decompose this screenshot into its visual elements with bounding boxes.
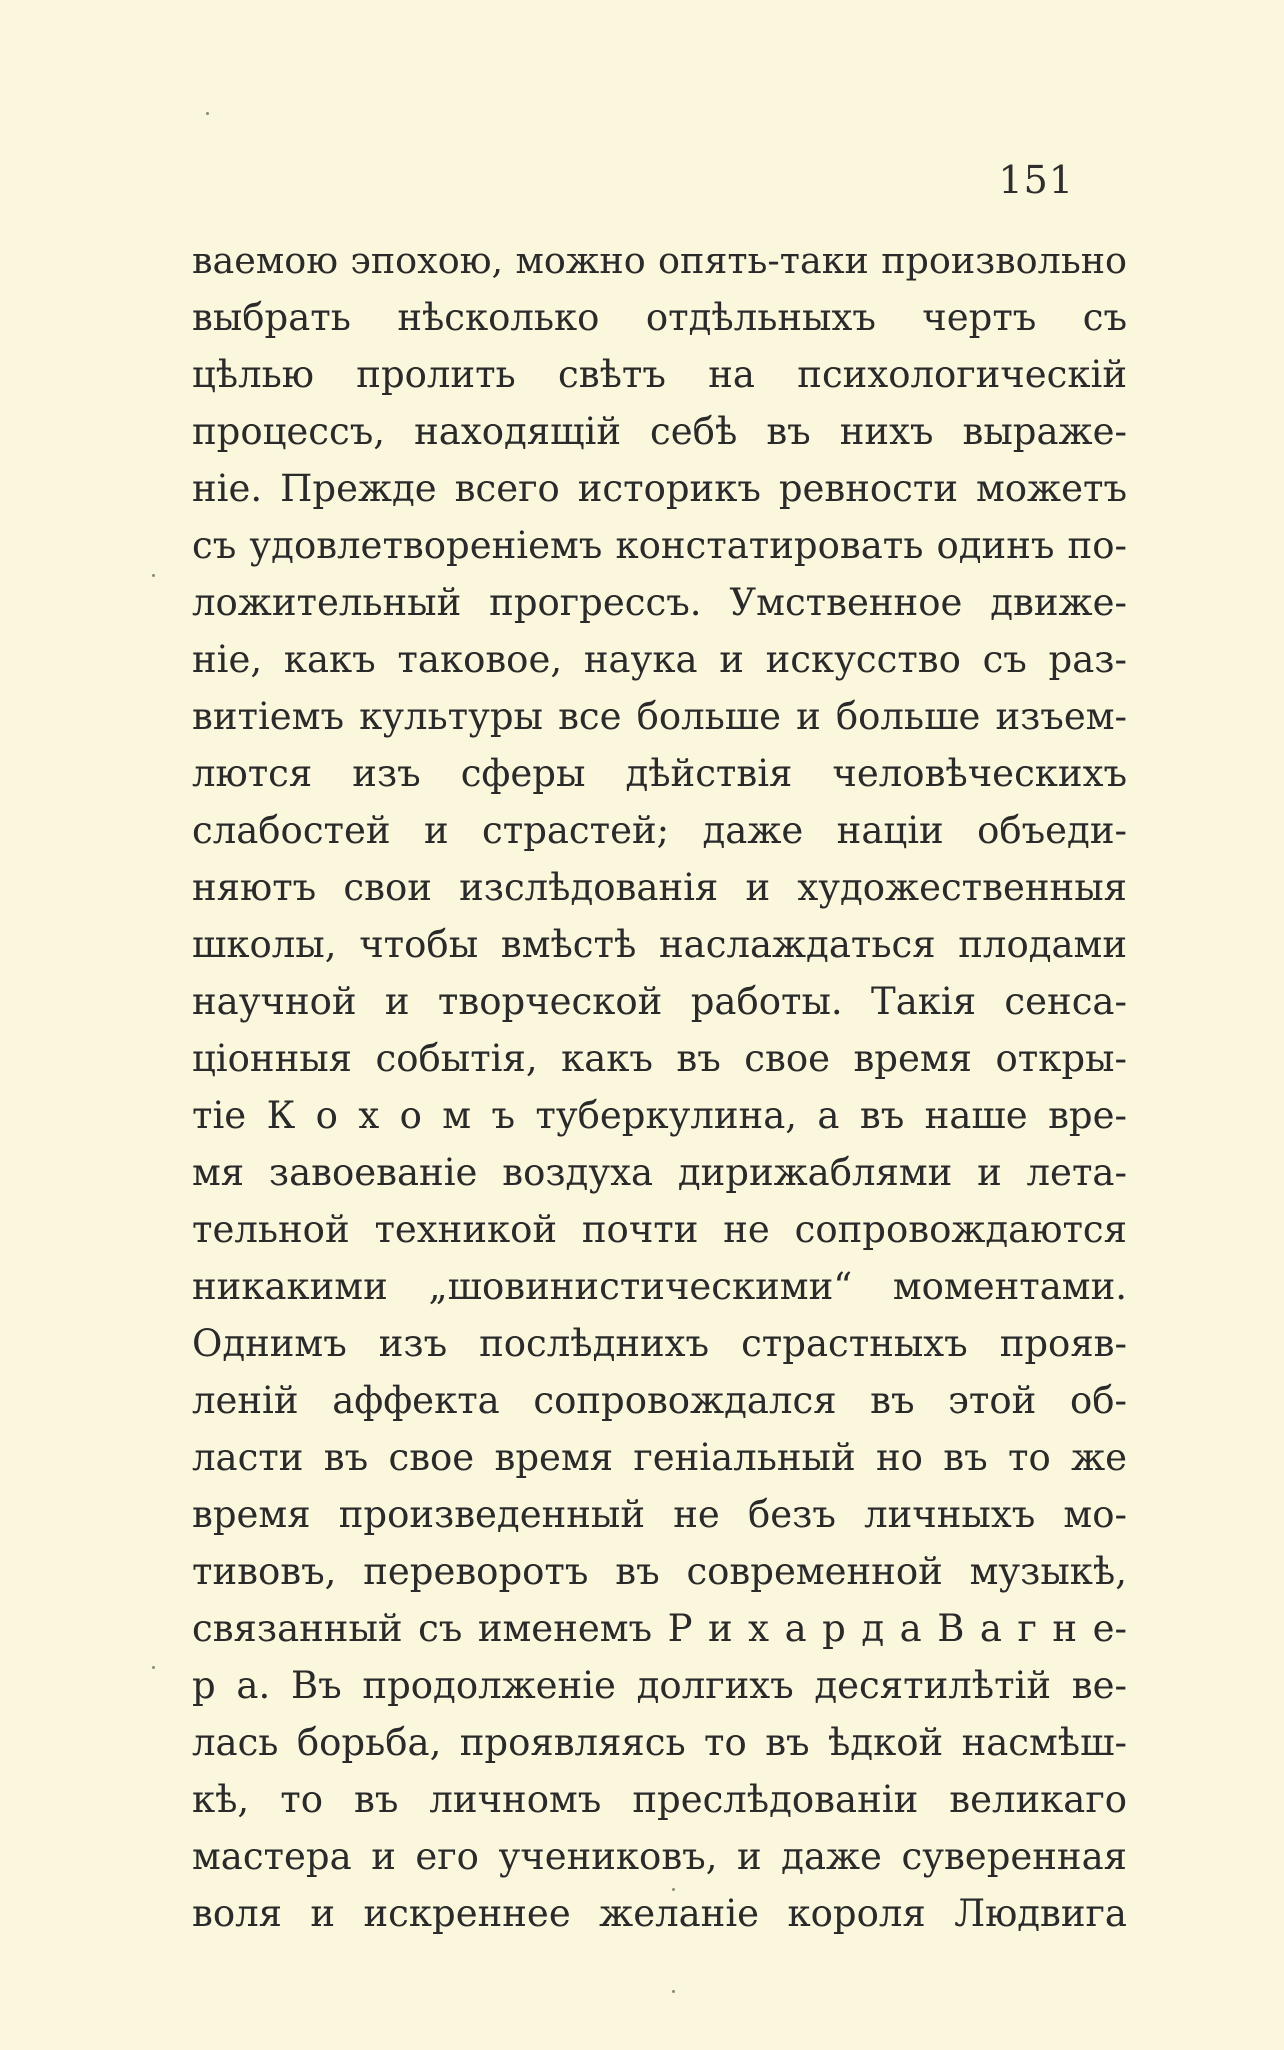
- text-line: ніе, какъ таковое, наука и искусство съ раз-: [192, 638, 1127, 681]
- text-line: время произведенный не безъ личныхъ мо-: [192, 1493, 1127, 1536]
- page-number: 151: [998, 158, 1074, 202]
- text-line: ласти въ свое время геніальный но въ то же: [192, 1436, 1127, 1479]
- text-line: лются изъ сферы дѣйствія человѣческихъ: [192, 752, 1127, 795]
- text-line: воля и искреннее желаніе короля Людвига: [192, 1892, 1127, 1935]
- print-speck: [152, 574, 155, 577]
- print-speck: [672, 1888, 675, 1891]
- text-line: мя завоеваніе воздуха дирижаблями и лета-: [192, 1151, 1127, 1194]
- text-line: процессъ, находящій себѣ въ нихъ выраже-: [192, 410, 1127, 453]
- text-line: витіемъ культуры все больше и больше изъем-: [192, 695, 1127, 738]
- text-line: цѣлью пролить свѣтъ на психологическій: [192, 353, 1127, 396]
- text-line: няютъ свои изслѣдованія и художественныя: [192, 866, 1127, 909]
- text-line: тіе К о х о м ъ туберкулина, а въ наше вре-: [192, 1094, 1127, 1137]
- text-line: тельной техникой почти не сопровождаются: [192, 1208, 1127, 1251]
- text-line: научной и творческой работы. Такія сенса-: [192, 980, 1127, 1023]
- print-speck: [206, 112, 209, 115]
- body-text: [192, 232, 1127, 1942]
- text-line: леній аффекта сопровождался въ этой об-: [192, 1379, 1127, 1422]
- print-speck: [152, 1666, 155, 1669]
- text-line: ніе. Прежде всего историкъ ревности можетъ: [192, 467, 1127, 510]
- text-line: ложительный прогрессъ. Умственное движе-: [192, 581, 1127, 624]
- text-line: ваемою эпохою, можно опять-таки произвольно: [192, 239, 1127, 282]
- text-line: школы, чтобы вмѣстѣ наслаждаться плодами: [192, 923, 1127, 966]
- text-line: связанный съ именемъ Р и х а р д а В а г н е-: [192, 1607, 1127, 1650]
- text-line: никакими „шовинистическими“ моментами.: [192, 1265, 1127, 1308]
- text-line: р а. Въ продолженіе долгихъ десятилѣтій ве-: [192, 1664, 1127, 1707]
- text-line: ціонныя событія, какъ въ свое время откры-: [192, 1037, 1127, 1080]
- text-line: съ удовлетвореніемъ констатировать одинъ по-: [192, 524, 1127, 567]
- text-line: слабостей и страстей; даже націи объеди-: [192, 809, 1127, 852]
- text-line: выбрать нѣсколько отдѣльныхъ чертъ съ: [192, 296, 1127, 339]
- text-line: кѣ, то въ личномъ преслѣдованіи великаго: [192, 1778, 1127, 1821]
- text-line: лась борьба, проявляясь то въ ѣдкой насмѣш-: [192, 1721, 1127, 1764]
- text-line: мастера и его учениковъ, и даже суверенная: [192, 1835, 1127, 1878]
- text-line: тивовъ, переворотъ въ современной музыкѣ,: [192, 1550, 1127, 1593]
- text-line: Однимъ изъ послѣднихъ страстныхъ прояв-: [192, 1322, 1127, 1365]
- print-speck: [672, 1990, 675, 1993]
